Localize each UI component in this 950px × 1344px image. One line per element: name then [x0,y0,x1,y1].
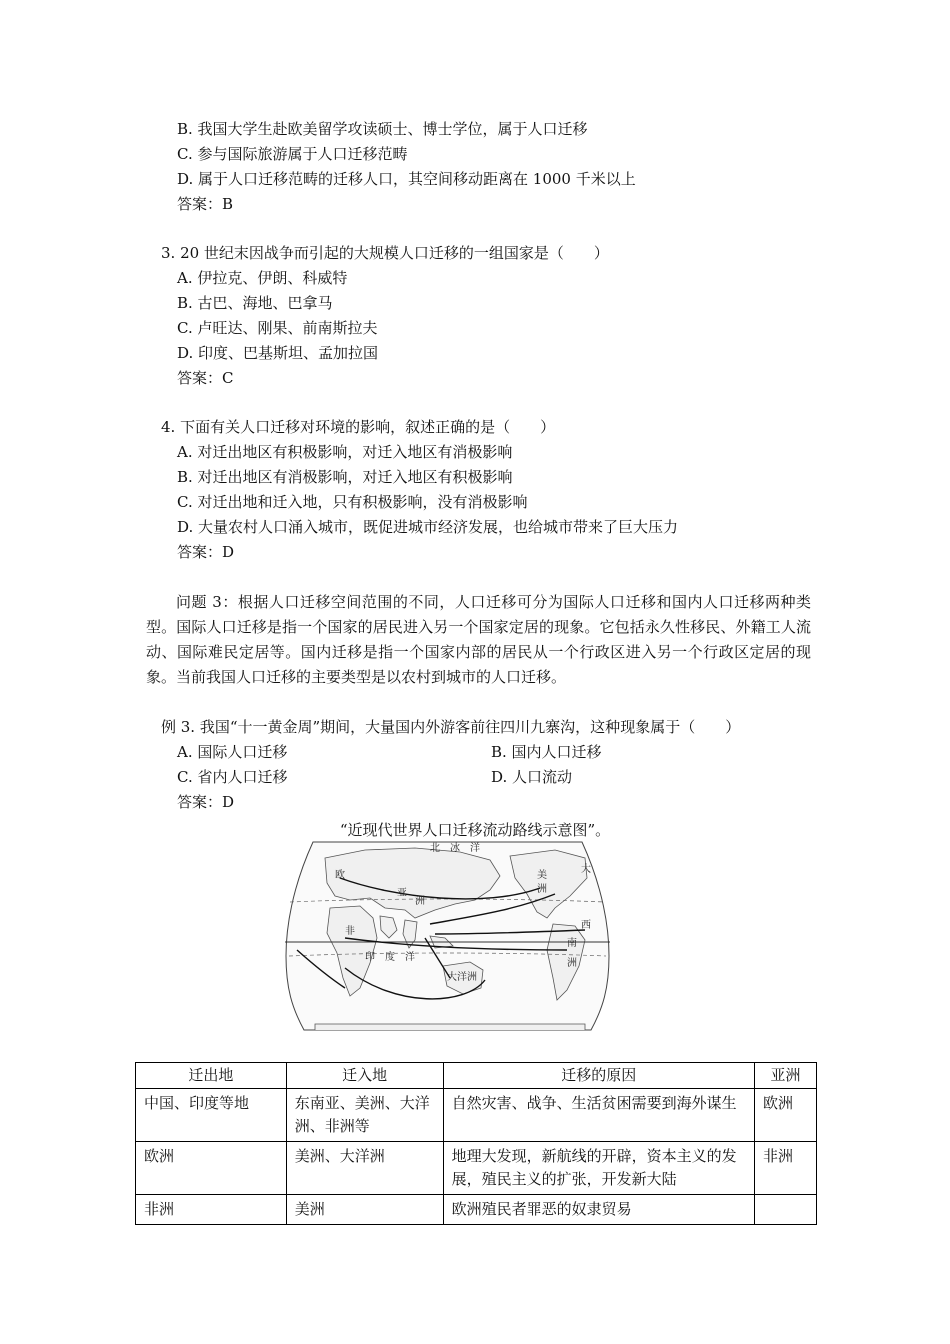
issue3-paragraph [146,590,811,690]
q4-stem: 4. 下面有关人口迁移对环境的影响，叙述正确的是（ ） [161,418,556,436]
table-cell: 欧洲殖民者罪恶的奴隶贸易 [443,1195,754,1225]
header-origin: 迁出地 [136,1063,287,1089]
q3-answer: 答案：C [177,369,234,387]
table-cell: 欧洲 [755,1089,817,1142]
q2-option-c: C. 参与国际旅游属于人口迁移范畴 [177,145,408,163]
label-indian-ocean: 印 度 洋 [365,952,415,963]
q3-option-a: A. 伊拉克、伊朗、科威特 [177,269,348,287]
q4-answer: 答案：D [177,543,235,561]
issue3-text: 问题 3：根据人口迁移空间范围的不同，人口迁移可分为国际人口迁移和国内人口迁移两种类型。国际人口迁移是指一个国家的居民进入另一个国家定居的现象。它包括永久性移民、外籍工人流动、国际难民定居等。国内迁移是指一个国家内部的居民从一个行政区进入另一个行政区定居的现象。当前我国人口迁移的主要类型是以农村到城市的人口迁移。 [146,593,811,686]
example3-option-b: B. 国内人口迁移 [491,743,602,761]
table-cell: 自然灾害、战争、生活贫困需要到海外谋生 [443,1089,754,1142]
label-atlantic-da: 大 [581,864,591,875]
label-asia-zhou: 洲 [415,896,425,907]
q4-option-b: B. 对迁出地区有消极影响，对迁入地区有积极影响 [177,468,513,486]
q2-option-d: D. 属于人口迁移范畴的迁移人口，其空间移动距离在 1000 千米以上 [177,170,636,188]
label-asia: 亚 [397,888,407,899]
label-europe: 欧 [335,870,345,881]
q3-option-b: B. 古巴、海地、巴拿马 [177,294,333,312]
q2-answer: 答案：B [177,195,234,213]
table-cell: 东南亚、美洲、大洋洲、非洲等 [286,1089,443,1142]
migration-table [135,1062,817,1225]
antarctica-landmass [315,1024,585,1034]
label-africa: 非 [345,926,355,937]
q3-option-c: C. 卢旺达、刚果、前南斯拉夫 [177,319,378,337]
label-america: 美 [537,870,547,881]
q4-option-c: C. 对迁出地和迁入地，只有积极影响，没有消极影响 [177,493,528,511]
table-cell: 美洲、大洋洲 [286,1142,443,1195]
header-reason: 迁移的原因 [443,1063,754,1089]
q4-option-d: D. 大量农村人口涌入城市，既促进城市经济发展，也给城市带来了巨大压力 [177,518,679,536]
q3-stem: 3. 20 世纪末因战争而引起的大规模人口迁移的一组国家是（ ） [161,244,609,262]
table-cell: 欧洲 [136,1142,287,1195]
table-cell: 非洲 [136,1195,287,1225]
label-america-zhou: 洲 [537,884,547,895]
table-header-row [136,1063,817,1089]
table-row [136,1142,817,1195]
q4-option-a: A. 对迁出地区有积极影响，对迁入地区有消极影响 [177,443,513,461]
label-arctic-ocean: 北 冰 洋 [430,843,480,854]
label-oceania: 大洋洲 [447,972,477,983]
header-extra: 亚洲 [755,1063,817,1089]
label-south-america-nan: 南 [567,938,577,949]
example3-option-a: A. 国际人口迁移 [177,743,288,761]
table-row [136,1089,817,1142]
table-cell: 中国、印度等地 [136,1089,287,1142]
map-caption: “近现代世界人口迁移流动路线示意图”。 [339,821,611,839]
label-atlantic-west: 西 [581,920,591,931]
example3-stem: 例 3. 我国“十一黄金周”期间，大量国内外游客前往四川九寨沟，这种现象属于（ ） [161,718,741,736]
table-cell: 美洲 [286,1195,443,1225]
label-south-america-zhou: 洲 [567,958,577,969]
table-cell: 地理大发现，新航线的开辟，资本主义的发展，殖民主义的扩张，开发新大陆 [443,1142,754,1195]
table-row [136,1195,817,1225]
q3-option-d: D. 印度、巴基斯坦、孟加拉国 [177,344,379,362]
table-cell: 非洲 [755,1142,817,1195]
world-migration-map [285,838,610,1034]
q2-option-b: B. 我国大学生赴欧美留学攻读硕士、博士学位，属于人口迁移 [177,120,588,138]
example3-option-c: C. 省内人口迁移 [177,768,288,786]
example3-answer: 答案：D [177,793,235,811]
example3-option-d: D. 人口流动 [491,768,573,786]
header-destination: 迁入地 [286,1063,443,1089]
table-cell [755,1195,817,1225]
